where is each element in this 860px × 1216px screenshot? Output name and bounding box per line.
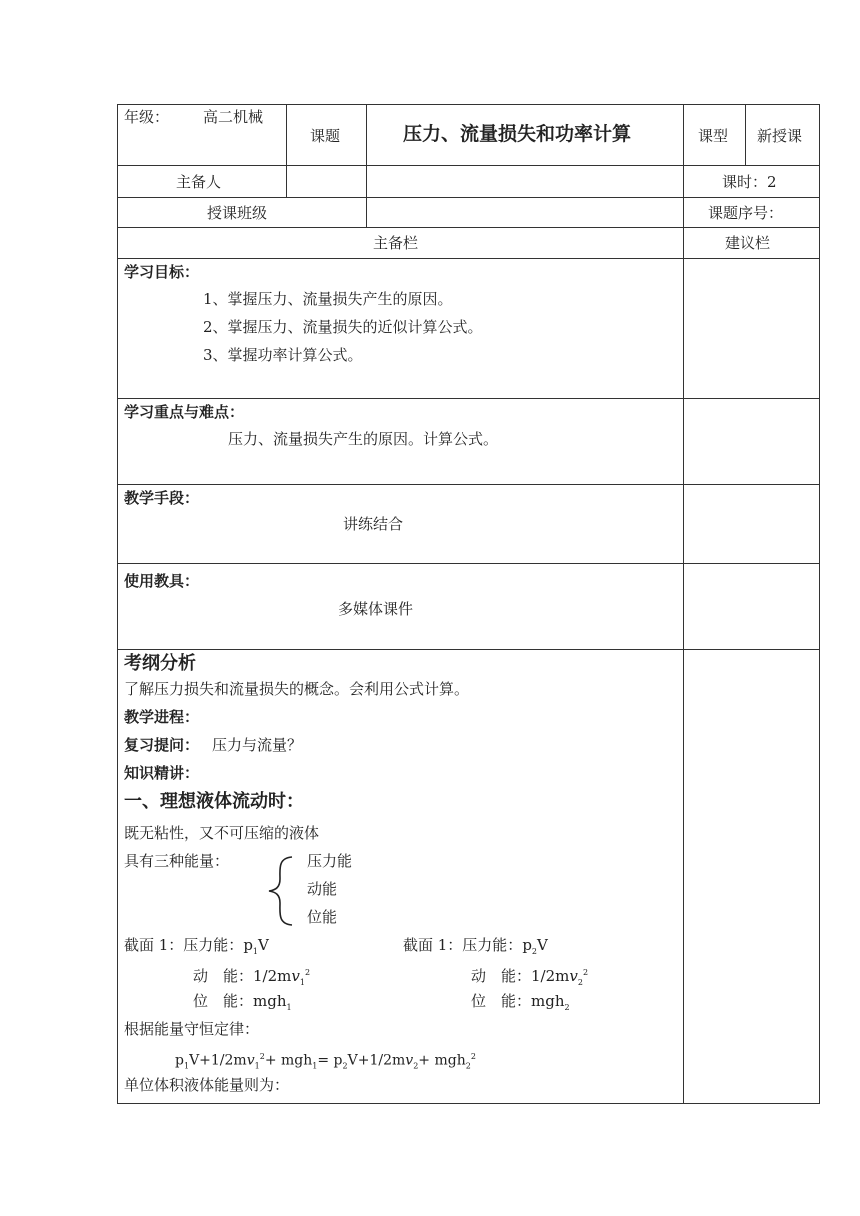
preparer-blank-cell <box>366 165 684 198</box>
objectives-suggestion-cell <box>683 258 820 399</box>
class-label: 授课班级 <box>207 204 268 222</box>
key-points-text: 压力、流量损失产生的原因。计算公式。 <box>228 430 499 448</box>
energy-item: 压力能 <box>307 852 353 870</box>
section2-kinetic: 动 能：$1/2mv_2^2$ <box>471 967 589 987</box>
objective-item: 1、掌握压力、流量损失产生的原因。 <box>203 290 453 308</box>
methods-text: 讲练结合 <box>343 515 404 533</box>
objectives-heading: 学习目标： <box>124 263 200 281</box>
brace-icon <box>266 855 296 927</box>
section1-label: 截面 1：压力能：$p_1V$ <box>124 936 269 956</box>
tools-suggestion-cell <box>683 563 820 650</box>
kinetic-label: 动 能： <box>471 967 532 985</box>
topic-title: 压力、流量损失和功率计算 <box>403 123 632 145</box>
review-label: 复习提问： <box>124 736 200 754</box>
tools-heading: 使用教具： <box>124 572 200 590</box>
section1-kinetic: 动 能：$1/2mv_1^2$ <box>193 967 311 987</box>
class-value-cell <box>366 197 684 228</box>
energy-item: 位能 <box>307 908 338 926</box>
preparer-value-cell <box>286 165 367 198</box>
key-points-suggestion-cell <box>683 398 820 485</box>
conservation-text: 根据能量守恒定律： <box>124 1020 260 1038</box>
type-label: 课型 <box>698 127 729 145</box>
section2-potential: 位 能：mgh$_2$ <box>471 992 570 1012</box>
grade-value: 高二机械 <box>203 108 264 126</box>
objective-item: 2、掌握压力、流量损失的近似计算公式。 <box>203 318 483 336</box>
suggestion-column-label: 建议栏 <box>725 234 771 252</box>
methods-heading: 教学手段： <box>124 489 200 507</box>
objective-item: 3、掌握功率计算公式。 <box>203 346 363 364</box>
tools-text: 多媒体课件 <box>338 600 414 618</box>
methods-suggestion-cell <box>683 484 820 564</box>
section2-label-text: 截面 1：压力能： <box>403 936 523 954</box>
outline-text: 了解压力损失和流量损失的概念。会利用公式计算。 <box>124 680 470 698</box>
topic-number: 课题序号： <box>708 204 784 222</box>
main-column-label: 主备栏 <box>373 234 419 252</box>
grade-label: 年级： <box>124 108 170 126</box>
section-heading: 一、理想液体流动时： <box>124 791 304 812</box>
unit-volume-text: 单位体积液体能量则为： <box>124 1076 290 1094</box>
outline-heading: 考纲分析 <box>124 653 196 674</box>
energies-intro: 具有三种能量： <box>124 852 230 870</box>
section1-potential: 位 能：mgh$_1$ <box>193 992 292 1012</box>
energy-equation: $p_1V+1/2mv_1^2+ mgh_1= p_2V+1/2mv_2+ mgh_2^2$ <box>175 1052 476 1071</box>
review-text: 压力与流量？ <box>212 736 303 754</box>
energy-item: 动能 <box>307 880 338 898</box>
section2-label: 截面 1：压力能：$p_2V$ <box>403 936 548 956</box>
process-label: 教学进程： <box>124 708 200 726</box>
key-points-heading: 学习重点与难点： <box>124 403 245 421</box>
type-value: 新授课 <box>757 127 803 145</box>
definition-text: 既无粘性，又不可压缩的液体 <box>124 824 320 842</box>
potential-label: 位 能： <box>471 992 532 1010</box>
period-text: 课时：2 <box>722 173 777 191</box>
topic-label: 课题 <box>310 127 341 145</box>
content-suggestion-cell <box>683 649 820 1104</box>
section1-label-text: 截面 1：压力能： <box>124 936 244 954</box>
preparer-label: 主备人 <box>176 173 222 191</box>
potential-label: 位 能： <box>193 992 254 1010</box>
kinetic-label: 动 能： <box>193 967 254 985</box>
knowledge-label: 知识精讲： <box>124 764 200 782</box>
